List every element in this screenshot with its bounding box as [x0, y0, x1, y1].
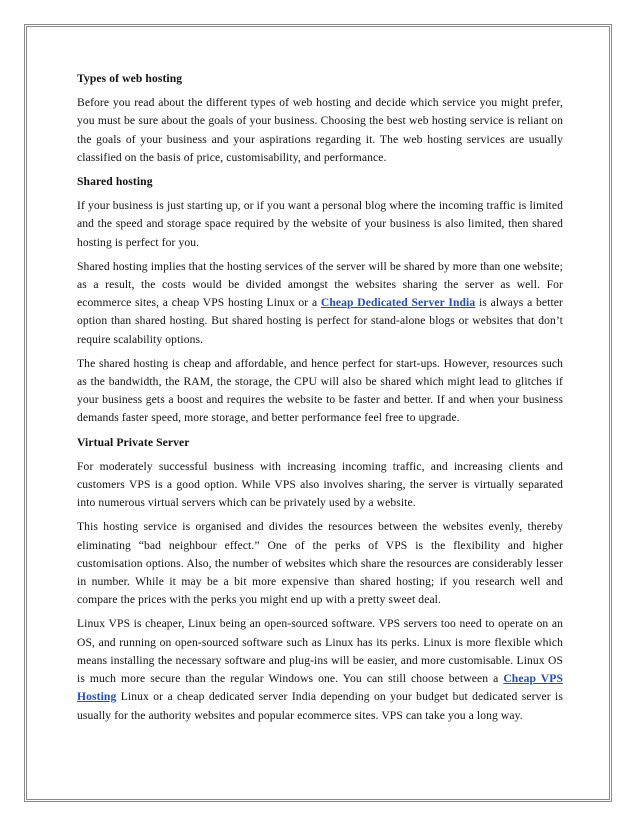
paragraph: Before you read about the different types of web hosting and decide which service you might prefer, you must be sure about the goals of your business. Choosing the best web hosting service is reliant on the goals of your business and your aspirations regarding it. The web hosting services are usually classified on the basis of price, customisability, and performance.: [77, 96, 563, 164]
paragraph: The shared hosting is cheap and affordable, and hence perfect for start-ups. However, resources such as the bandwidth, the RAM, the storage, the CPU will also be shared which might lead to glitches if your business gets a boost and requires the website to be faster and better. If and when your business demands faster speed, more storage, and better performance feel free to upgrade.: [77, 356, 563, 425]
paragraph-text: Linux or a cheap dedicated server India depending on your budget but dedicated server is usually for the authority websites and popular ecommerce sites. VPS can take you a long way.: [77, 690, 563, 722]
paragraph: If your business is just starting up, or if you want a personal blog where the incoming traffic is limited and the speed and storage space required by the website of your business is also limited, then shared hosting is perfect for you.: [77, 199, 563, 249]
cheap-vps-hosting-link[interactable]: Cheap VPS Hosting: [77, 672, 563, 704]
paragraph-with-link: [77, 615, 563, 724]
document-body: [77, 70, 563, 731]
paragraph-with-link: [77, 258, 563, 349]
paragraph: This hosting service is organised and divides the resources between the websites evenly, thereby eliminating “bad neighbour effect.” One of the perks of VPS is the flexibility and higher customisation options. Also, the number of websites which share the resources are considerably lesser in number. While it may be a bit more expensive than shared hosting; if you research well and compare the prices with the perks you might end up with a pretty sweet deal.: [77, 520, 563, 607]
paragraph-text: is always a better option than shared hosting. But shared hosting is perfect for stand-alone blogs or websites that don’t require scalability options.: [77, 296, 563, 346]
paragraph-text: Shared hosting implies that the hosting services of the server will be shared by more than one website; as a result, the costs would be divided amongst the websites sharing the server as well. For ecommerce sites, a cheap VPS hosting Linux or a: [77, 259, 563, 310]
paragraph-text: Linux VPS is cheaper, Linux being an open-sourced software. VPS servers too need to operate on an OS, and running on open-sourced software such as Linux has its perks. Linux is more flexible which means installing the necessary software and plug-ins will be easier, and more customisable. Linux OS is much more secure than the regular Windows one. You can still choose between a: [77, 617, 563, 686]
heading-virtual-private-server: Virtual Private Server: [77, 435, 190, 449]
cheap-dedicated-server-india-link[interactable]: Cheap Dedicated Server India: [320, 296, 476, 310]
paragraph: For moderately successful business with increasing incoming traffic, and increasing clients and customers VPS is a good option. While VPS also involves sharing, the server is virtually separated into numerous virtual servers which can be privately used by a website.: [77, 459, 563, 510]
heading-shared-hosting: Shared hosting: [77, 175, 153, 189]
heading-types-of-web-hosting: Types of web hosting: [77, 72, 183, 85]
